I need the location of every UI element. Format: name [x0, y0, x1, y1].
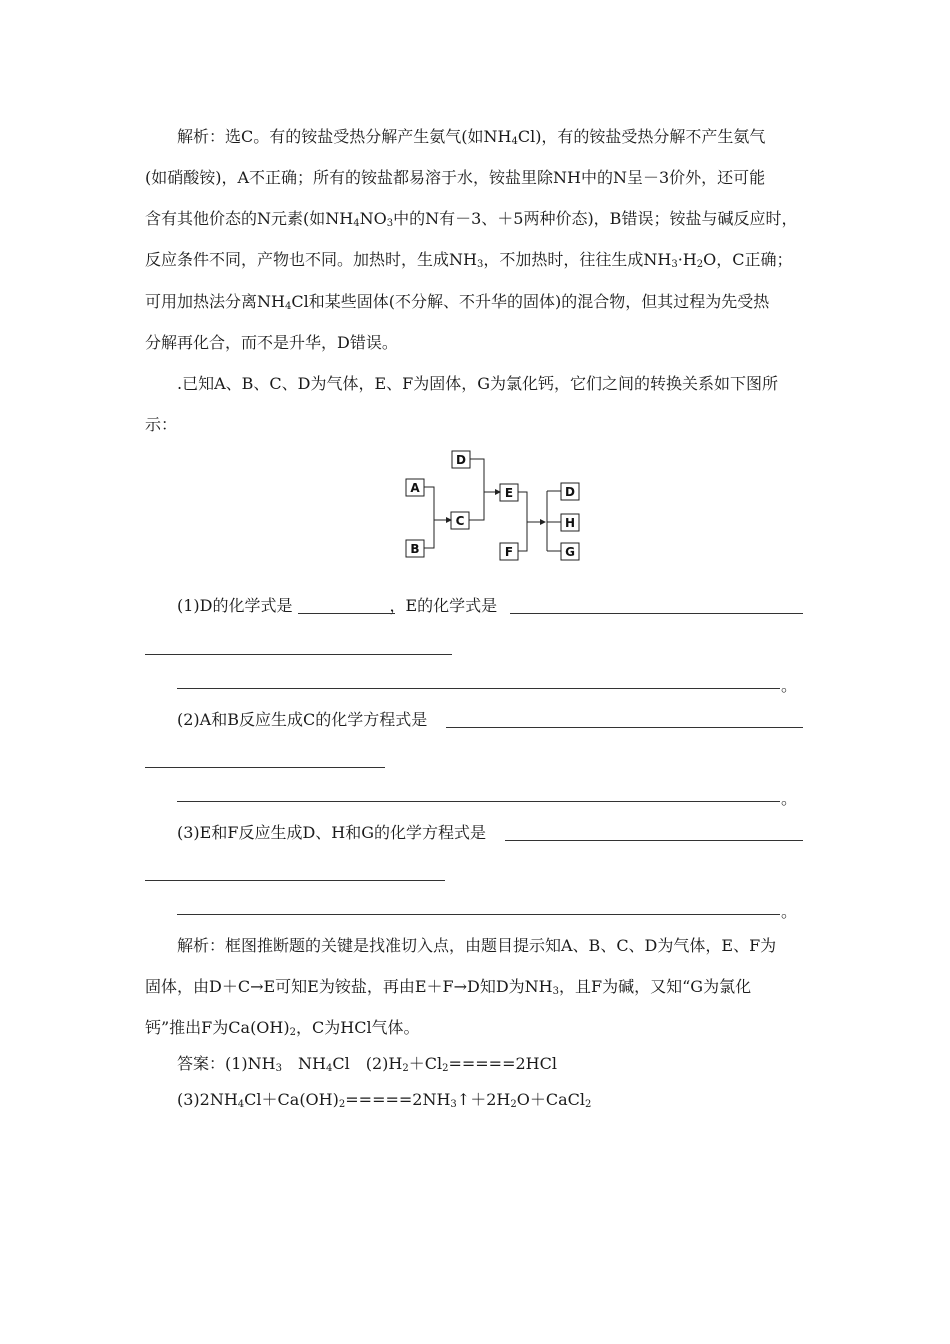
analysis2-line2 [145, 975, 751, 999]
label-a: A [410, 481, 420, 495]
analysis1-line6 [145, 331, 398, 355]
text-seg: 固体，由D＋C→E可知E为铵盐，再由E＋F→D知D为NH [145, 977, 553, 996]
subscript: 4 [237, 1099, 245, 1110]
period: 。 [781, 789, 798, 808]
analysis2-line3 [145, 1016, 420, 1040]
answer-blank-q2-end[interactable] [177, 801, 780, 802]
subscript: 2 [402, 1063, 409, 1074]
period: 。 [781, 676, 798, 695]
label-d2: D [565, 485, 575, 499]
text-seg: =====2HCl [448, 1054, 557, 1073]
text-seg: Cl (2)H [332, 1054, 403, 1073]
text-seg: (3)E和F反应生成D、H和G的化学方程式是 [177, 823, 487, 842]
answer-blank-q1-end[interactable] [177, 688, 780, 689]
subscript: 3 [552, 986, 560, 997]
text-seg: (1)D的化学式是 [177, 596, 293, 615]
label-d: D [456, 453, 466, 467]
text-seg: ·H [677, 250, 697, 269]
text-seg: 反应条件不同，产物也不同。加热时，生成NH [145, 250, 477, 269]
text-seg: (如硝酸铵)，A不正确；所有的铵盐都易溶于水，铵盐里除NH中的N呈－3价外，还可能 [145, 168, 766, 187]
q1-line [177, 594, 497, 618]
text-seg: 答案：(1)NH [177, 1054, 276, 1073]
question-stem-line1 [177, 372, 778, 396]
subscript: 3 [671, 259, 678, 270]
text-seg: O＋CaCl [516, 1090, 585, 1109]
subscript: 2 [289, 1027, 296, 1038]
answer-blank-q2[interactable] [446, 727, 803, 728]
subscript: 4 [353, 218, 360, 229]
subscript: 2 [338, 1099, 346, 1110]
subscript: 2 [510, 1099, 517, 1110]
answer-blank-e-formula[interactable] [510, 613, 803, 614]
text-seg: 钙”推出F为Ca(OH) [145, 1018, 290, 1037]
label-f: F [504, 545, 514, 559]
answer-blank-e-cont[interactable] [145, 654, 452, 655]
answer-blank-q3[interactable] [505, 840, 803, 841]
text-seg: ＋Cl [408, 1054, 443, 1073]
text-seg: 解析：框图推断题的关键是找准切入点，由题目提示知A、B、C、D为气体，E、F为 [177, 936, 777, 955]
text-seg: 含有其他价态的N元素(如NH [145, 209, 354, 228]
answer-blank-d-formula[interactable] [298, 613, 395, 614]
analysis1-line2 [145, 166, 765, 190]
text-seg: (3)2NH [177, 1090, 238, 1109]
subscript: 2 [442, 1063, 449, 1074]
connector-ab [424, 487, 434, 548]
text-seg: 分解再化合，而不是升华，D错误。 [145, 333, 398, 352]
text-seg: 中的N有－3、＋5两种价态)，B错误；铵盐与碱反应时， [393, 209, 798, 228]
q2-line [177, 708, 427, 732]
text-seg: NH [282, 1054, 326, 1073]
label-e: E [504, 486, 514, 500]
text-seg: 解析：选C。有的铵盐受热分解产生氨气(如NH [177, 127, 512, 146]
product-branches [547, 491, 561, 551]
subscript: 4 [284, 301, 292, 312]
period: 。 [781, 902, 798, 921]
analysis1-line1 [177, 125, 765, 149]
answer-blank-q3-end[interactable] [177, 914, 780, 915]
subscript: 2 [696, 259, 704, 270]
label-g: G [565, 545, 575, 559]
subscript: 4 [325, 1063, 333, 1074]
text-seg: ，不加热时，往往生成NH [483, 250, 672, 269]
question-stem-line2 [145, 413, 177, 437]
analysis1-line4 [145, 248, 792, 272]
connector-dc [469, 459, 484, 520]
text-seg: 示： [145, 415, 178, 434]
text-seg: .已知A、B、C、D为气体，E、F为固体，G为氯化钙，它们之间的转换关系如下图所 [177, 374, 779, 393]
answer-line1 [177, 1052, 557, 1076]
text-seg: ，E的化学式是 [389, 596, 498, 615]
subscript: 3 [275, 1063, 282, 1074]
subscript: 3 [450, 1099, 457, 1110]
q3-line [177, 821, 486, 845]
text-seg: =====2NH [345, 1090, 451, 1109]
text-seg: O，C正确； [703, 250, 793, 269]
text-seg: 可用加热法分离NH [145, 292, 285, 311]
answer-blank-q2-cont[interactable] [145, 767, 385, 768]
conversion-diagram [395, 443, 595, 569]
text-seg: NO [359, 209, 387, 228]
connector-ef [518, 492, 527, 551]
text-seg: Cl)，有的铵盐受热分解不产生氨气 [517, 127, 766, 146]
analysis2-line1 [177, 934, 776, 958]
text-seg: (2)A和B反应生成C的化学方程式是 [177, 710, 428, 729]
analysis1-line3 [145, 207, 797, 231]
label-h: H [564, 516, 576, 530]
subscript: 2 [584, 1099, 592, 1110]
text-seg: ，且F为碱，又知“G为氯化 [559, 977, 752, 996]
text-seg: ，C为HCl气体。 [296, 1018, 420, 1037]
subscript: 4 [511, 136, 518, 147]
answer-blank-q3-cont[interactable] [145, 880, 445, 881]
subscript: 3 [386, 218, 394, 229]
label-c: C [455, 514, 465, 528]
analysis1-line5 [145, 290, 769, 314]
label-b: B [410, 542, 420, 556]
text-seg: Cl＋Ca(OH) [244, 1090, 339, 1109]
text-seg: Cl和某些固体(不分解、不升华的固体)的混合物，但其过程为先受热 [291, 292, 770, 311]
subscript: 3 [476, 259, 484, 270]
answer-line2 [177, 1088, 591, 1112]
text-seg: ↑＋2H [456, 1090, 511, 1109]
